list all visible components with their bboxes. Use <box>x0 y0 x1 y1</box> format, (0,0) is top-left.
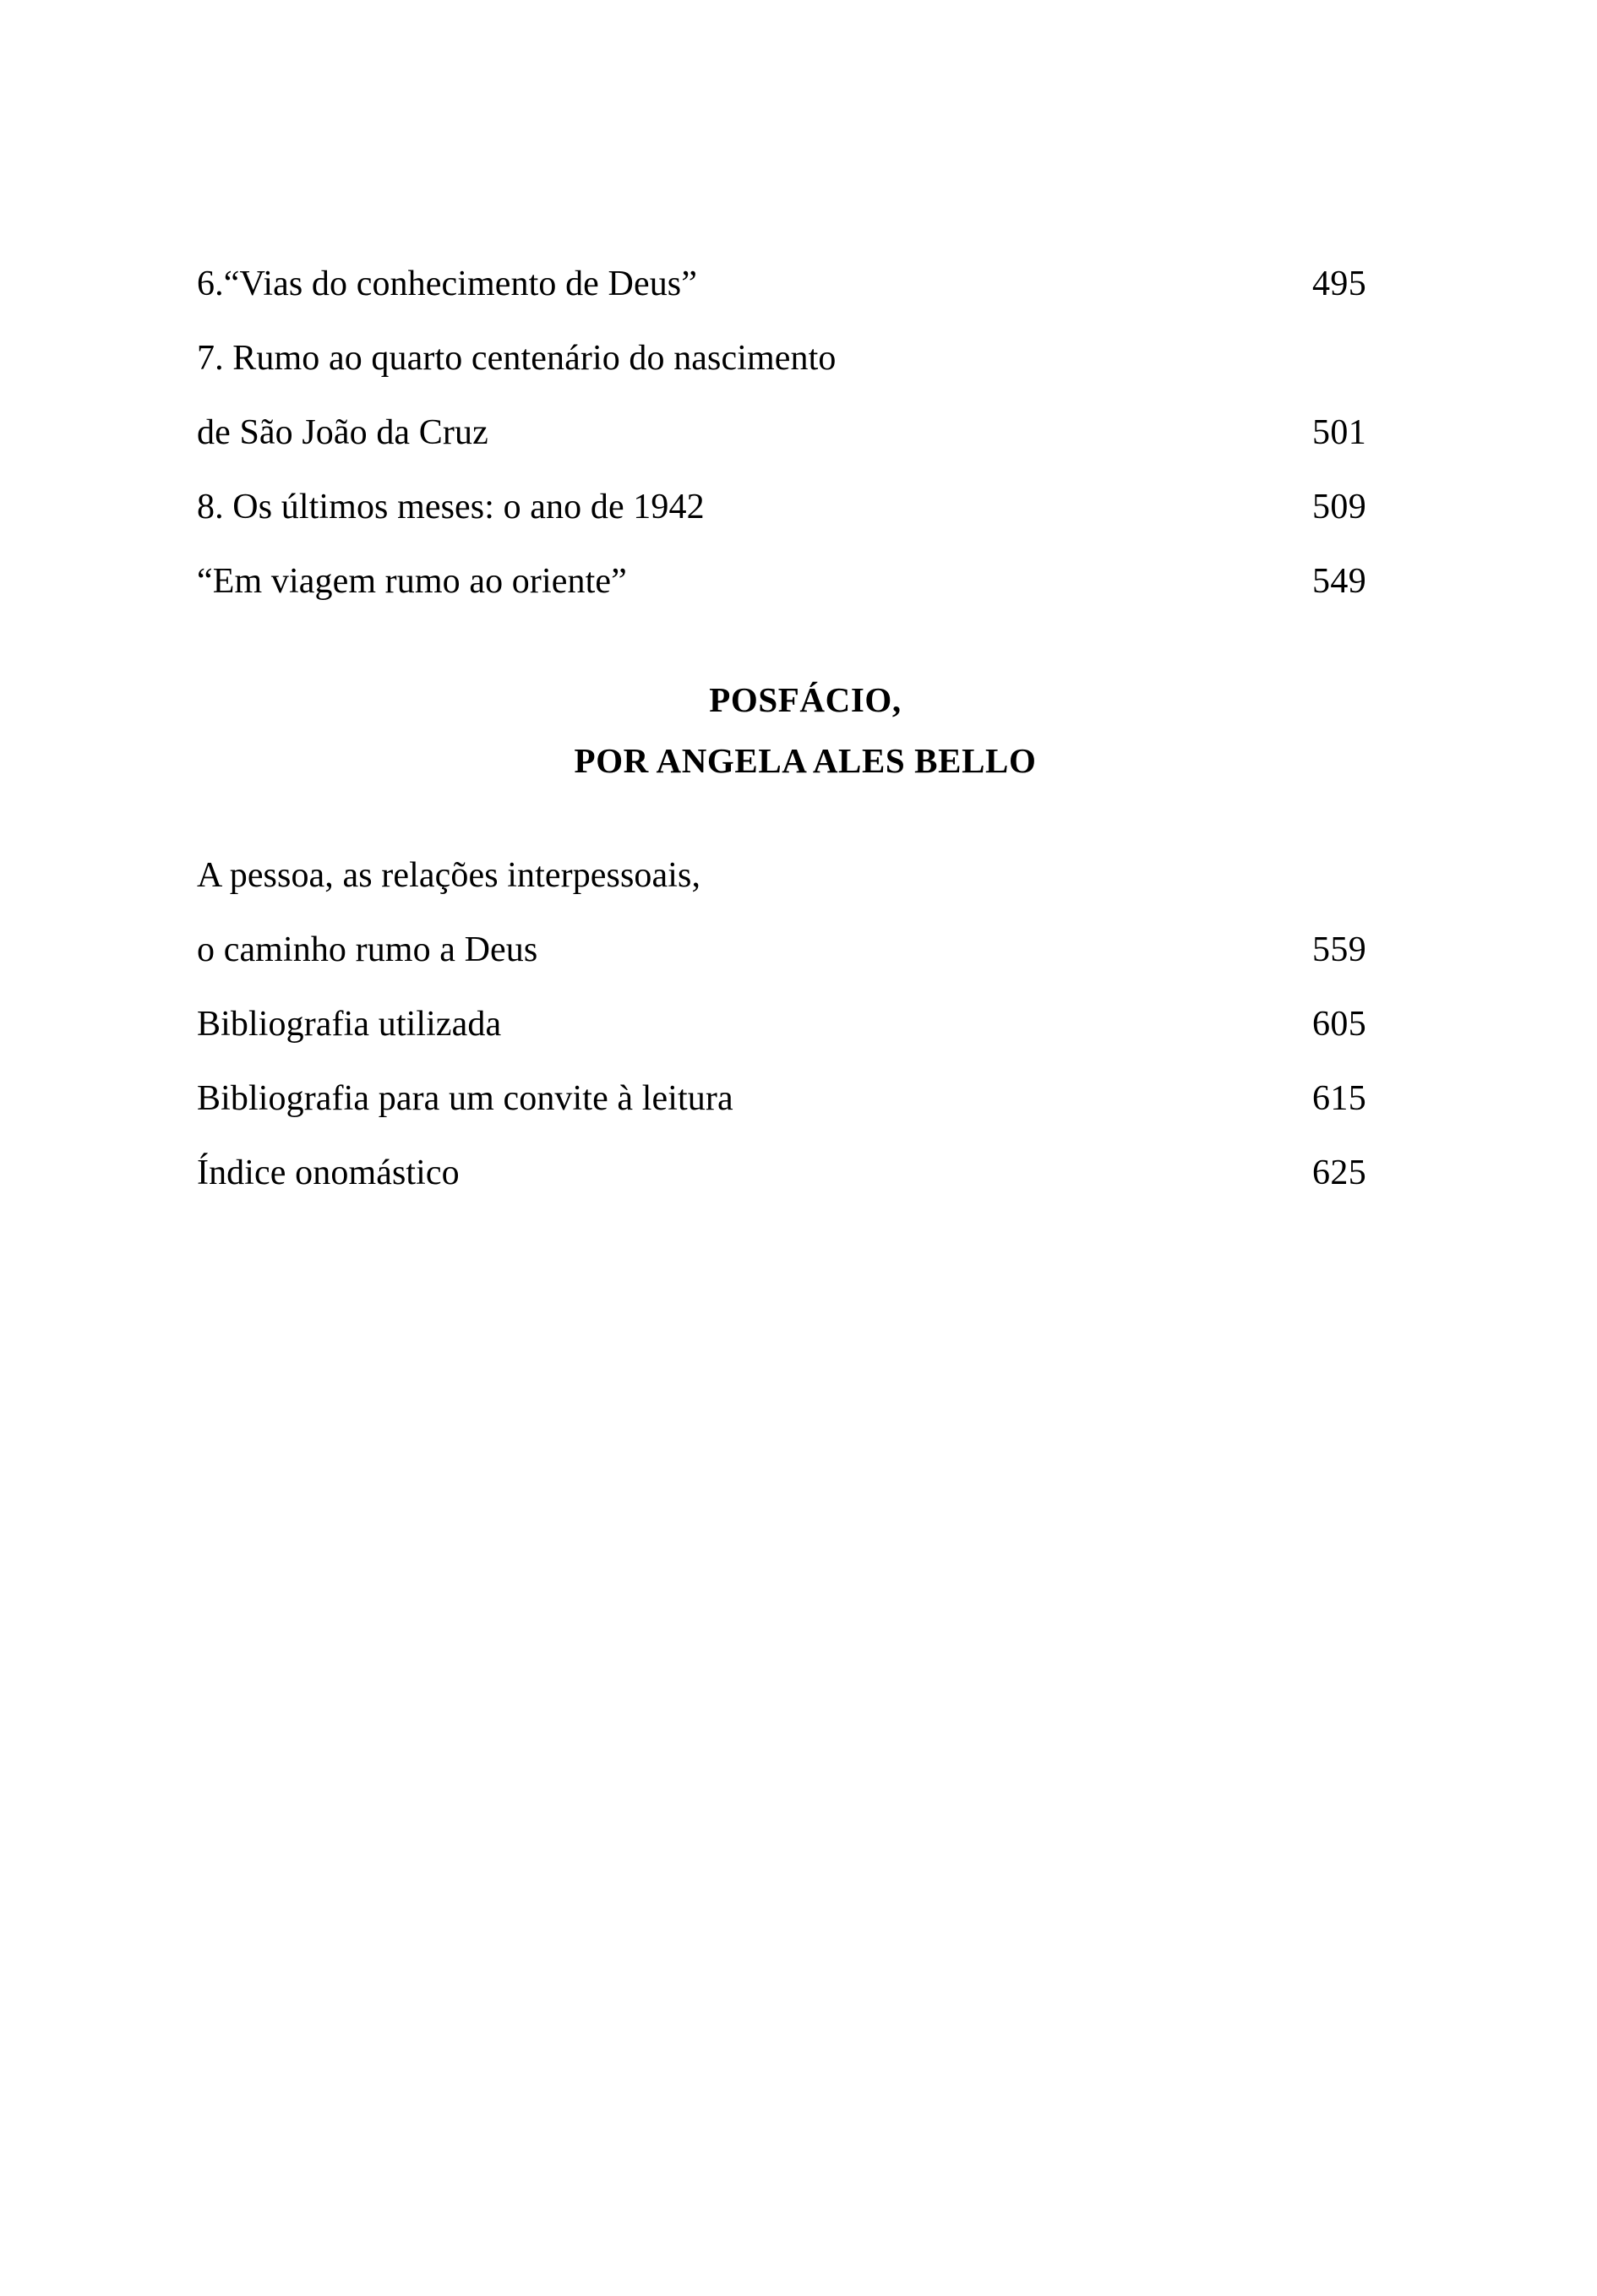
toc-entry <box>197 838 1404 987</box>
toc-entry-title: “Em viagem rumo ao oriente” <box>197 562 627 601</box>
section-heading <box>197 669 1404 791</box>
toc-entry-page-number: 495 <box>1312 265 1367 303</box>
toc-entry-title-continued: de São João da Cruz <box>197 413 488 452</box>
toc-entry-page-number: 501 <box>1312 413 1367 452</box>
toc-entry-line <box>197 987 1404 1061</box>
toc-entry <box>197 1136 1404 1210</box>
toc-entry-page-number: 549 <box>1312 562 1367 601</box>
toc-entry-line <box>197 1061 1404 1136</box>
toc-entry-line <box>197 1136 1404 1210</box>
toc-entry-title: A pessoa, as relações interpessoais, <box>197 856 701 895</box>
toc-entry-title: Índice onomástico <box>197 1153 460 1192</box>
toc-entry-page-number: 605 <box>1312 1005 1367 1044</box>
toc-entry <box>197 247 1404 321</box>
toc-entry-title: 7. Rumo ao quarto centenário do nascimento <box>197 339 837 378</box>
section-heading-line-2: POR ANGELA ALES BELLO <box>574 741 1037 780</box>
toc-entry-page-number: 559 <box>1312 930 1367 969</box>
toc-entry <box>197 470 1404 544</box>
toc-entry-title: Bibliografia para um convite à leitura <box>197 1079 733 1118</box>
heading-spacer <box>197 791 1404 838</box>
toc-entry-title: 6.“Vias do conhecimento de Deus” <box>197 265 697 303</box>
toc-entry-line <box>197 321 1404 395</box>
toc-entry-line <box>197 838 1404 913</box>
toc-entry-title: 8. Os últimos meses: o ano de 1942 <box>197 488 705 526</box>
toc-entry <box>197 987 1404 1061</box>
toc-entry-title: Bibliografia utilizada <box>197 1005 502 1044</box>
section-heading-line-1: POSFÁCIO, <box>709 680 902 719</box>
toc-entry <box>197 1061 1404 1136</box>
toc-entry-line <box>197 247 1404 321</box>
toc-entry-title-continued: o caminho rumo a Deus <box>197 930 538 969</box>
toc-entry <box>197 544 1404 619</box>
toc-entry-page-number: 625 <box>1312 1153 1367 1192</box>
toc-entry-line <box>197 913 1404 987</box>
heading-spacer <box>197 619 1404 669</box>
table-of-contents <box>197 247 1404 1210</box>
toc-entry-page-number: 509 <box>1312 488 1367 526</box>
toc-entry <box>197 321 1404 470</box>
toc-entry-page-number: 615 <box>1312 1079 1367 1118</box>
toc-entry-line <box>197 470 1404 544</box>
toc-entry-line <box>197 395 1404 470</box>
toc-entry-line <box>197 544 1404 619</box>
